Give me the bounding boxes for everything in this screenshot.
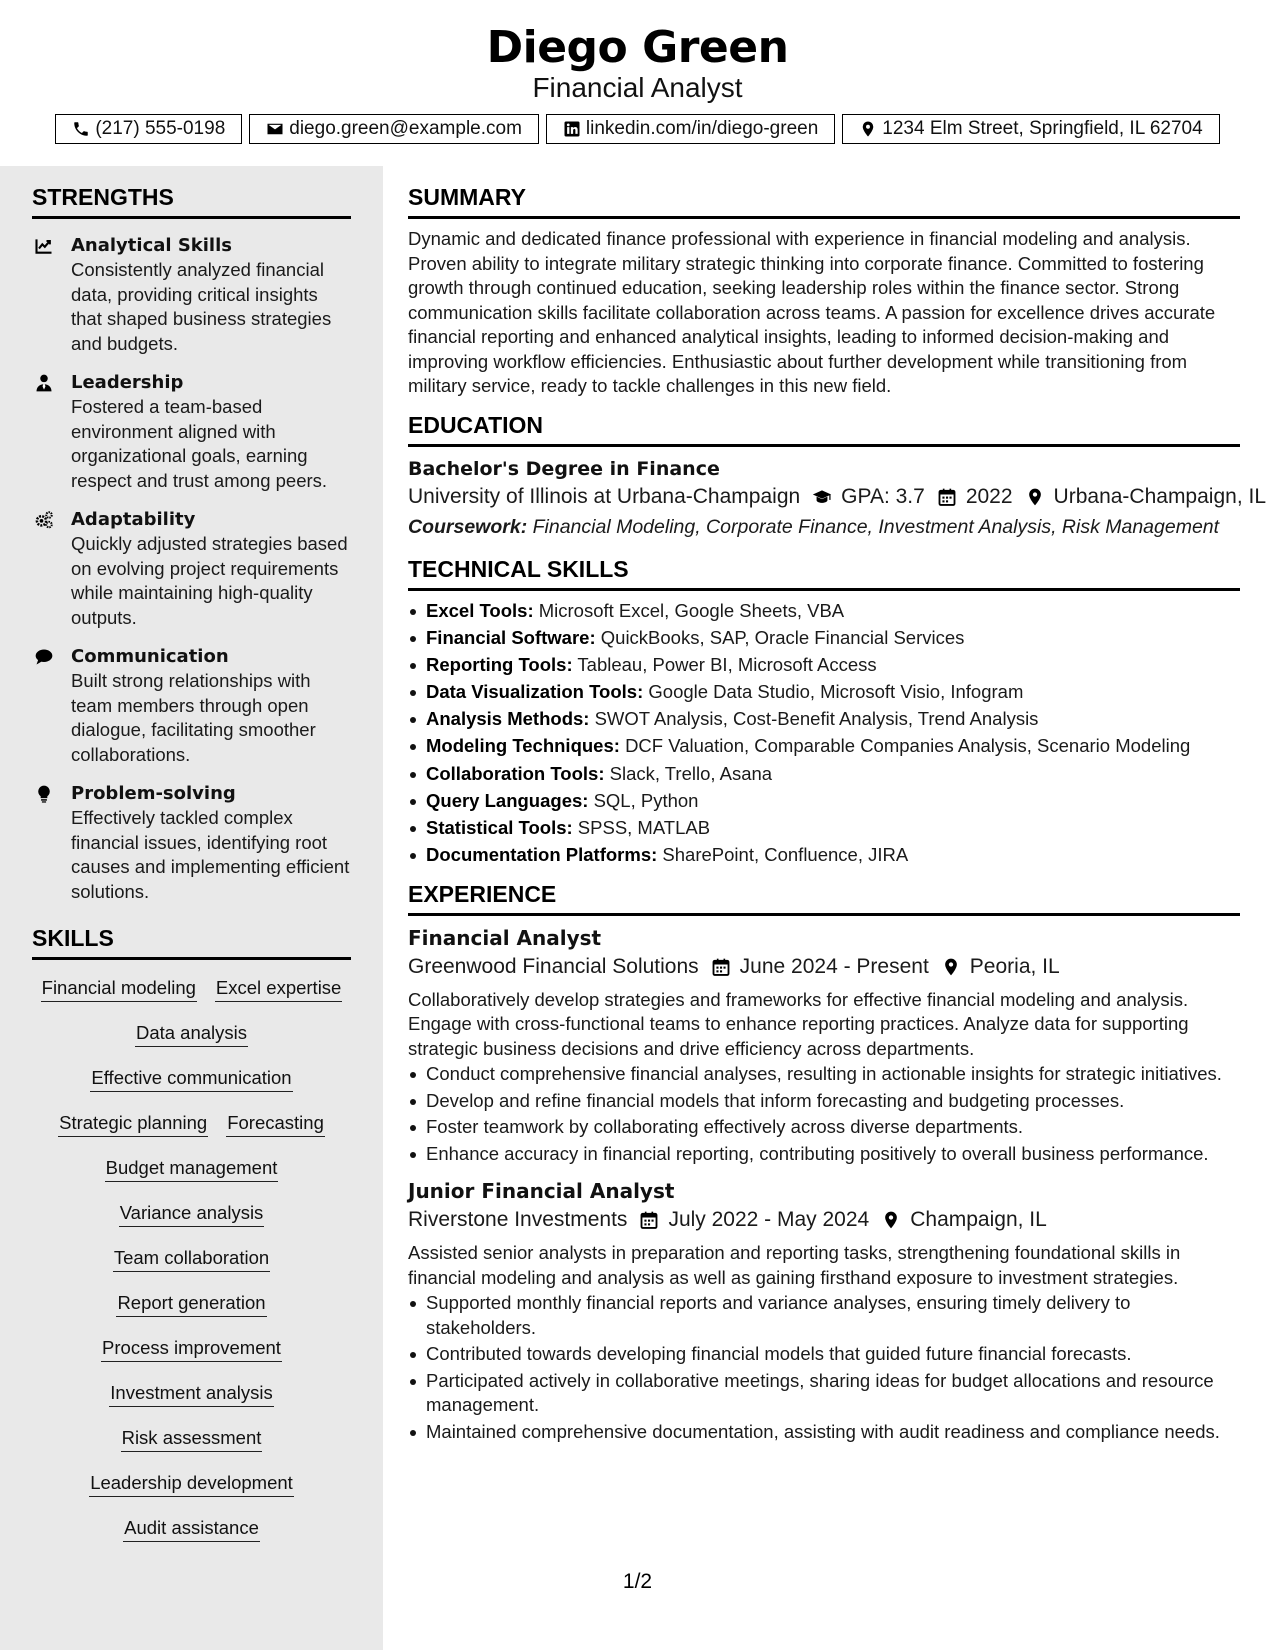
tech-value: Microsoft Excel, Google Sheets, VBA [538, 599, 845, 621]
tech-label: Financial Software: [426, 626, 596, 648]
tech-label: Analysis Methods: [426, 708, 590, 730]
tech-value: SharePoint, Confluence, JIRA [662, 844, 909, 866]
strength-desc: Consistently analyzed financial data, providing critical insights that shaped business strategies and budgets. [71, 259, 332, 354]
user-tie-icon [34, 373, 54, 393]
tech-label: Statistical Tools: [426, 817, 573, 838]
job-bullets [408, 1062, 1240, 1166]
contact-phone[interactable] [55, 114, 242, 144]
skill-tag: Audit assistance [123, 1516, 260, 1542]
contact-text: diego.green@example.com [289, 118, 522, 139]
strength-item [32, 782, 351, 904]
strength-item [32, 371, 351, 493]
strength-name: Communication [71, 646, 229, 667]
skill-tag: Financial modeling [41, 976, 197, 1002]
education-location: Urbana-Champaign, IL [1053, 484, 1266, 508]
contact-bar [0, 114, 1275, 144]
map-pin-icon [859, 120, 877, 138]
contact-text: (217) 555-0198 [95, 118, 226, 139]
job-title: Financial Analyst [408, 925, 602, 950]
strength-name: Analytical Skills [71, 235, 232, 256]
list-item: Enhance accuracy in financial reporting, contributing positively to overall business performance. [408, 1142, 1240, 1167]
map-pin-icon [1025, 487, 1045, 507]
candidate-role: Financial Analyst [532, 72, 743, 103]
map-pin-icon [941, 957, 961, 977]
comment-icon [34, 647, 54, 667]
graduation-cap-icon [812, 487, 832, 507]
calendar-icon [639, 1210, 659, 1230]
summary-heading: SUMMARY [408, 184, 1240, 219]
list-item: Foster teamwork by collaborating effectively across diverse departments. [408, 1115, 1240, 1140]
graduation-year: 2022 [965, 484, 1013, 508]
job-dates: June 2024 - Present [739, 954, 929, 978]
strengths-heading: STRENGTHS [32, 184, 351, 219]
list-item [408, 734, 1240, 759]
skill-tag: Risk assessment [121, 1426, 263, 1452]
skill-tag: Forecasting [226, 1111, 325, 1137]
coursework-list: Financial Modeling, Corporate Finance, Investment Analysis, Risk Management [532, 515, 1220, 538]
tech-value: Slack, Trello, Asana [609, 762, 773, 784]
contact-linkedin[interactable] [546, 114, 835, 144]
list-item: Contributed towards developing financial models that guided future financial forecasts. [408, 1342, 1240, 1367]
list-item [408, 626, 1240, 651]
technical-skills-list [408, 599, 1240, 868]
skill-tag: Investment analysis [109, 1381, 273, 1407]
list-item [408, 843, 1240, 868]
coursework-label: Coursework: [408, 515, 528, 538]
list-item: Maintained comprehensive documentation, assisting with audit readiness and compliance needs. [408, 1420, 1240, 1445]
tech-label: Query Languages: [426, 789, 589, 811]
list-item [408, 707, 1240, 732]
calendar-icon [711, 957, 731, 977]
strength-item [32, 234, 351, 356]
job-title: Junior Financial Analyst [408, 1179, 675, 1204]
strength-desc: Effectively tackled complex financial issues, identifying root causes and implementing efficient solutions. [71, 807, 350, 902]
contact-text: 1234 Elm Street, Springfield, IL 62704 [882, 118, 1203, 139]
list-item [408, 599, 1240, 624]
strength-desc: Fostered a team-based environment aligned with organizational goals, earning respect and trust among peers. [71, 396, 328, 491]
map-pin-icon [881, 1210, 901, 1230]
list-item [408, 762, 1240, 787]
resume-header [0, 0, 1275, 166]
job-dates: July 2022 - May 2024 [668, 1208, 870, 1232]
strength-name: Leadership [71, 372, 184, 393]
tech-label: Excel Tools: [426, 599, 534, 621]
skill-tag: Strategic planning [58, 1111, 208, 1137]
contact-address[interactable] [842, 114, 1219, 144]
technical-skills-heading: TECHNICAL SKILLS [408, 556, 1240, 591]
calendar-icon [937, 487, 957, 507]
list-item: Supported monthly financial reports and variance analyses, ensuring timely delivery to stakeholders. [408, 1291, 1240, 1340]
list-item: Conduct comprehensive financial analyses, resulting in actionable insights for strategic initiatives. [408, 1062, 1240, 1087]
contact-text: linkedin.com/in/diego-green [585, 118, 819, 139]
experience-heading: EXPERIENCE [408, 881, 1240, 916]
education-meta [408, 482, 1266, 512]
coursework [408, 515, 1240, 539]
main-column [408, 184, 1266, 1446]
degree-title: Bachelor's Degree in Finance [408, 457, 720, 480]
tech-value: SWOT Analysis, Cost-Benefit Analysis, Trend Analysis [594, 708, 1039, 730]
education-heading: EDUCATION [408, 412, 1240, 447]
job-description: Collaboratively develop strategies and frameworks for effective financial modeling and analysis. Engage with cross-functional teams to enhance reporting practices. Analyze data for supporting strategic business decisions and drive efficiency across departments. [408, 988, 1189, 1059]
skill-tag: Budget management [105, 1156, 279, 1182]
tech-value: Tableau, Power BI, Microsoft Access [577, 653, 877, 675]
tech-value: Google Data Studio, Microsoft Visio, Infogram [648, 681, 1024, 703]
skill-tag: Excel expertise [215, 976, 342, 1002]
job-location: Champaign, IL [910, 1208, 1047, 1232]
list-item [408, 653, 1240, 678]
job-description: Assisted senior analysts in preparation and reporting tasks, strengthening foundational skills in financial modeling and analysis as well as gaining firsthand exposure to investment strategies. [408, 1242, 1181, 1288]
lightbulb-icon [34, 784, 54, 804]
tech-label: Documentation Platforms: [426, 844, 658, 866]
list-item [408, 816, 1240, 841]
job-location: Peoria, IL [969, 954, 1060, 978]
strength-name: Adaptability [71, 509, 196, 530]
skill-tag: Leadership development [89, 1471, 294, 1497]
strength-item [32, 645, 351, 767]
skill-tag: Effective communication [90, 1066, 292, 1092]
list-item: Participated actively in collaborative meetings, sharing ideas for budget allocations and resource management. [408, 1369, 1240, 1418]
skill-tag: Report generation [116, 1291, 266, 1317]
tech-value: SPSS, MATLAB [577, 817, 711, 838]
job-meta [408, 952, 1240, 982]
skill-tag: Data analysis [135, 1021, 248, 1047]
list-item [408, 680, 1240, 705]
skill-tag: Process improvement [101, 1336, 282, 1362]
skill-tag: Team collaboration [113, 1246, 270, 1272]
tech-value: DCF Valuation, Comparable Companies Analysis, Scenario Modeling [625, 735, 1191, 757]
phone-icon [72, 120, 90, 138]
strength-desc: Quickly adjusted strategies based on evolving project requirements while maintaining high-quality outputs. [71, 533, 348, 628]
list-item [408, 789, 1240, 814]
skills-heading: SKILLS [32, 925, 351, 960]
job-meta [408, 1205, 1240, 1235]
page-number: 1/2 [622, 1570, 653, 1593]
envelope-icon [266, 120, 284, 138]
sidebar [0, 166, 383, 1650]
school-name: University of Illinois at Urbana-Champaign [408, 484, 801, 508]
gpa-value: GPA: 3.7 [841, 484, 925, 508]
gears-icon [34, 510, 54, 530]
tech-label: Modeling Techniques: [426, 735, 620, 757]
chart-line-icon [34, 236, 54, 256]
linkedin-icon [563, 120, 581, 138]
tech-label: Data Visualization Tools: [426, 681, 644, 703]
company-name: Riverstone Investments [408, 1208, 628, 1232]
strength-name: Problem-solving [71, 783, 236, 804]
tech-value: SQL, Python [593, 789, 699, 811]
strength-item [32, 508, 351, 630]
summary-text: Dynamic and dedicated finance professional with experience in financial modeling and analysis. Proven ability to integrate military strategic thinking into corporate finance. Committed to fostering growth through continued education, seeking leadership roles within the finance sector. Strong communication skills facilitate collaboration across teams. A passion for excellence drives accurate financial reporting and enhanced analytical insights, leading to informed decision-making and improving workflow efficiencies. Enthusiastic about further development while transitioning from military service, ready to tackle challenges in this new field. [408, 228, 1216, 396]
skills-list [32, 966, 351, 1551]
company-name: Greenwood Financial Solutions [408, 954, 699, 978]
contact-email[interactable] [249, 114, 539, 144]
tech-value: QuickBooks, SAP, Oracle Financial Services [600, 626, 965, 648]
tech-label: Collaboration Tools: [426, 762, 605, 784]
candidate-name: Diego Green [486, 22, 789, 73]
list-item: Develop and refine financial models that inform forecasting and budgeting processes. [408, 1089, 1240, 1114]
job-bullets [408, 1291, 1240, 1444]
tech-label: Reporting Tools: [426, 653, 573, 675]
skill-tag: Variance analysis [119, 1201, 265, 1227]
strength-desc: Built strong relationships with team members through open dialogue, facilitating smoother collaborations. [71, 670, 316, 765]
